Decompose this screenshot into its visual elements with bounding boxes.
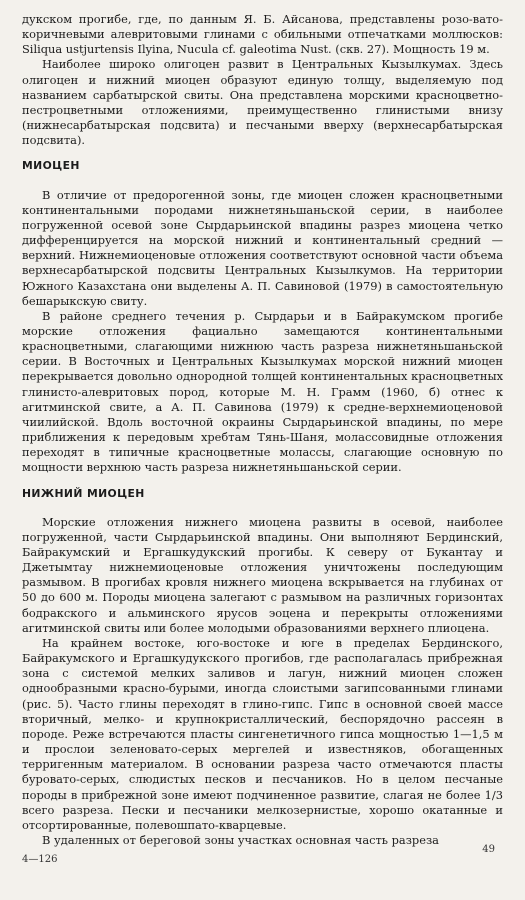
- section-heading-miocene: МИОЦЕН: [22, 159, 80, 173]
- paragraph-miocene-intro: В отличие от предорогенной зоны, где миоцен сложен красноцветными континентальными породами нижнетяньшаньской серии, в наиболее погруженной осевой зоне Сырдарьинской впадины разрез миоцена четко дифференцируется на морской нижний и континентальный средний — верхний. Нижнемиоценовые отложения соответствуют основной части объема верхнесарбатырской подсвиты Центральных Кызылкумов. На территории Южного Казахстана они выделены А. П. Савиновой (1979) в самостоятельную бешарыкскую свиту.: [22, 187, 503, 308]
- paragraph-lower-miocene: Морские отложения нижнего миоцена развиты в осевой, наиболее погруженной, части Сырдарьинской впадины. Они выполняют Бердинский, Байракумский и Ергашкудукский прогибы. К северу от Букантау и Джетымтау нижнемиоценовые отложения уничтожены последующим размывом. В прогибах кровля нижнего миоцена вскрывается на глубинах от 50 до 600 м. Породы миоцена залегают с размывом на различных горизонтах бодракского и альминского ярусов эоцена и перекрыты отложениями агитминской свиты или более молодыми образованиями верхнего плиоцена.: [22, 514, 503, 635]
- text-column: [22, 12, 503, 848]
- section-heading-lower-miocene: НИЖНИЙ МИОЦЕН: [22, 486, 145, 500]
- paragraph-remote-zones: В удаленных от береговой зоны участках основная часть разреза: [42, 832, 439, 847]
- signature-mark: 4—126: [22, 854, 58, 865]
- paragraph-syrdarya: В районе среднего течения р. Сырдарьи и в Байракумском прогибе морские отложения фациально замещаются континентальными красноцветными, слагающими нижнюю часть разреза нижнетяньшаньской серии. В Восточных и Центральных Кызылкумах морской нижний миоцен перекрывается довольно однородной толщей континентальных красноцветных глинисто-алевритовых пород, которые М. Н. Грамм (1960, б) отнес к агитминской свите, а А. П. Савинова (1979) к средне-верхнемиоценовой чиилийской. Вдоль восточной окраины Сырдарьинской впадины, по мере приближения к передовым хребтам Тянь-Шаня, молассовидные отложения переходят в типичные красноцветные молассы, слагающие основную по мощности верхнюю часть разреза нижнетяньшаньской серии.: [22, 308, 503, 475]
- paragraph-sarbatyr: Наиболее широко олигоцен развит в Центральных Кызылкумах. Здесь олигоцен и нижний миоцен образуют единую толщу, выделяемую под названием сарбатырской свиты. Она представлена морскими красноцветно-пестроцветными отложениями, преимущественно глинистыми внизу (нижнесарбатырская подсвита) и песчаными вверху (верхнесарбатырская подсвита).: [22, 57, 503, 148]
- paragraph-east: На крайнем востоке, юго-востоке и юге в пределах Бердинского, Байракумского и Ергашкудукского прогибов, где располагалась прибрежная зона с системой мелких заливов и лагун, нижний миоцен сложен однообразными красно-бурыми, иногда слоистыми загипсованными глинами (рис. 5). Часто глины переходят в глино-гипс. Гипс в основной своей массе вторичный, мелко- и крупнокристаллический, беспорядочно рассеян в породе. Реже встречаются пласты сингенетичного гипса мощностью 1—1,5 м и прослои зеленовато-серых мергелей и известняков, обогащенных терригенным материалом. В основании разреза часто отмечаются пласты буровато-серых, слюдистых песков и песчаников. Но в целом песчаные породы в прибрежной зоне имеют подчиненное развитие, слагая не более 1/3 всего разреза. Пески и песчаники мелкозернистые, хорошо окатанные и отсортированные, полевошпато-кварцевые.: [22, 635, 503, 832]
- page-number: 49: [482, 844, 495, 855]
- paragraph-continuation: дукском прогибе, где, по данным Я. Б. Айсанова, представлены розо-вато-коричневыми алевритовыми глинами с обильными отпечатками моллюсков: Siliqua ustjurtensis Ilyina, Nucula cf. galeotima Nust. (скв. 27). Мощность 19 м.: [22, 12, 503, 57]
